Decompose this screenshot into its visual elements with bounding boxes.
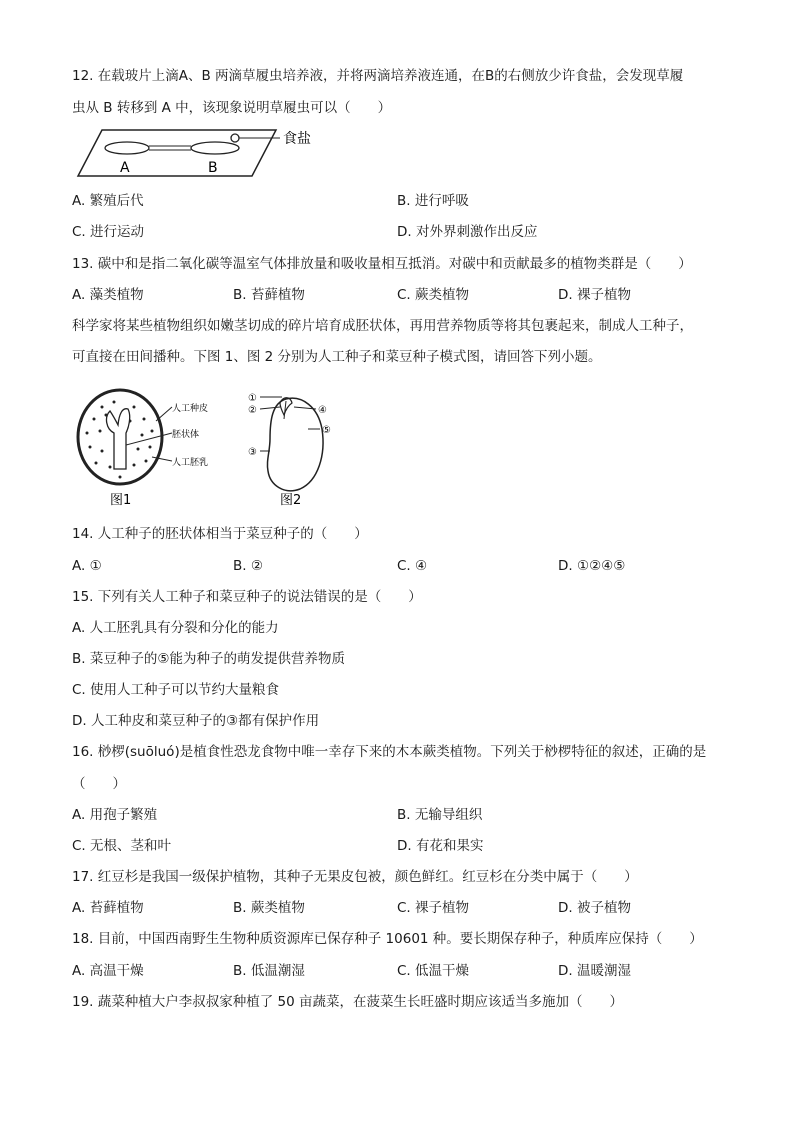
label-artificial-coat: 人工种皮 (172, 404, 209, 414)
q18-option-c[interactable]: C. 低温干燥 (397, 963, 470, 979)
q15-option-d[interactable]: D. 人工种皮和菜豆种子的③都有保护作用 (72, 713, 320, 729)
q16-option-d[interactable]: D. 有花和果实 (397, 838, 484, 854)
slide-outline (78, 130, 276, 176)
q19-stem: 19. 蔬菜种植大户李叔叔家种植了 50 亩蔬菜，在菠菜生长旺盛时期应该适当多施加（ ） (72, 994, 624, 1010)
salt-label: 食盐 (283, 131, 311, 147)
q15-option-c[interactable]: C. 使用人工种子可以节约大量粮食 (72, 682, 280, 698)
label-b: B (208, 160, 218, 176)
figure-1-artificial-seed (72, 385, 232, 511)
q14-option-c[interactable]: C. ④ (397, 558, 428, 574)
q17-option-a[interactable]: A. 苔藓植物 (72, 900, 144, 916)
figure-2-bean-seed (242, 385, 342, 511)
q12-option-b[interactable]: B. 进行呼吸 (397, 193, 469, 209)
q14-option-b[interactable]: B. ② (233, 558, 263, 574)
label-n3: ③ (248, 447, 257, 458)
q16-option-b[interactable]: B. 无输导组织 (397, 807, 483, 823)
passage-line1: 科学家将某些植物组织如嫩茎切成的碎片培育成胚状体，再用营养物质等将其包裹起来，制成人工种子， (72, 318, 693, 334)
q12-option-a[interactable]: A. 繁殖后代 (72, 193, 144, 209)
slide-figure (72, 124, 322, 180)
q14-option-d[interactable]: D. ①②④⑤ (558, 558, 626, 574)
q13-stem: 13. 碳中和是指二氧化碳等温室气体排放量和吸收量相互抵消。对碳中和贡献最多的植物类群是（ ） (72, 256, 692, 272)
bean-seed-outline (267, 398, 323, 491)
q16-option-a[interactable]: A. 用孢子繁殖 (72, 807, 158, 823)
drop-b (191, 142, 239, 154)
figure-2-caption: 图2 (280, 493, 302, 508)
q15-stem: 15. 下列有关人工种子和菜豆种子的说法错误的是（ ） (72, 589, 422, 605)
q16-option-c[interactable]: C. 无根、茎和叶 (72, 838, 172, 854)
label-a: A (120, 160, 130, 176)
drop-a (105, 142, 149, 154)
q16-stem-line2: （ ） (72, 776, 126, 792)
q17-option-b[interactable]: B. 蕨类植物 (233, 900, 305, 916)
q14-option-a[interactable]: A. ① (72, 558, 102, 574)
q17-option-c[interactable]: C. 裸子植物 (397, 900, 470, 916)
q12-option-d[interactable]: D. 对外界刺激作出反应 (397, 224, 538, 240)
label-n2: ② (248, 405, 257, 416)
label-n1: ① (248, 393, 257, 404)
q17-option-d[interactable]: D. 被子植物 (558, 900, 631, 916)
q15-option-a[interactable]: A. 人工胚乳具有分裂和分化的能力 (72, 620, 279, 636)
q17-stem: 17. 红豆杉是我国一级保护植物，其种子无果皮包被，颜色鲜红。红豆杉在分类中属于（ ） (72, 869, 638, 885)
q16-stem-line1: 16. 桫椤(suōluó)是植食性恐龙食物中唯一幸存下来的木本蕨类植物。下列关于桫椤特征的叙述，正确的是 (72, 744, 707, 760)
q13-option-c[interactable]: C. 蕨类植物 (397, 287, 470, 303)
q18-option-a[interactable]: A. 高温干燥 (72, 963, 144, 979)
q13-option-b[interactable]: B. 苔藓植物 (233, 287, 305, 303)
q18-stem: 18. 目前，中国西南野生生物种质资源库已保存种子 10601 种。要长期保存种子，种质库应保持（ ） (72, 931, 703, 947)
passage-line2: 可直接在田间播种。下图 1、图 2 分别为人工种子和菜豆种子模式图，请回答下列小题。 (72, 349, 602, 365)
figure-1-caption: 图1 (110, 493, 132, 508)
q13-option-a[interactable]: A. 藻类植物 (72, 287, 144, 303)
q15-option-b[interactable]: B. 菜豆种子的⑤能为种子的萌发提供营养物质 (72, 651, 345, 667)
label-embryoid: 胚状体 (172, 430, 200, 440)
q14-stem: 14. 人工种子的胚状体相当于菜豆种子的（ ） (72, 526, 368, 542)
q18-option-d[interactable]: D. 温暖潮湿 (558, 963, 631, 979)
salt-grain (231, 134, 239, 142)
q18-option-b[interactable]: B. 低温潮湿 (233, 963, 305, 979)
q12-option-c[interactable]: C. 进行运动 (72, 224, 145, 240)
label-artificial-endosperm: 人工胚乳 (172, 458, 209, 468)
q13-option-d[interactable]: D. 裸子植物 (558, 287, 631, 303)
connecting-channel (149, 146, 191, 150)
label-n4: ④ (318, 405, 327, 416)
label-n5: ⑤ (322, 425, 331, 436)
q12-stem-line2: 虫从 B 转移到 A 中，该现象说明草履虫可以（ ） (72, 100, 392, 116)
q12-stem-line1: 12. 在载玻片上滴A、B 两滴草履虫培养液，并将两滴培养液连通，在B的右侧放少许食盐，会发现草履 (72, 68, 684, 84)
